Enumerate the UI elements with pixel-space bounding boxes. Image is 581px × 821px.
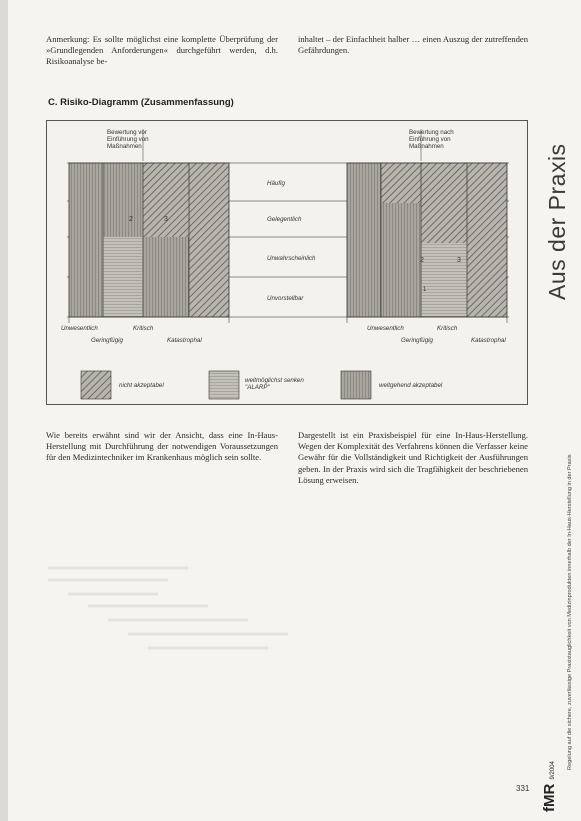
level-label-4: Unvorstellbar <box>267 295 304 302</box>
level-label-3: Unwahrscheinlich <box>267 255 316 262</box>
paragraph-top-right: inhaltet – der Einfachheit halber … einen Auszug der zutreffenden Gefährdungen. <box>298 34 528 56</box>
right-x-label-1: Unwesentlich <box>367 325 404 332</box>
left-x-label-4: Katastrophal <box>167 337 202 344</box>
page-number: 331 <box>516 784 530 793</box>
paragraph-top-left: Anmerkung: Es sollte möglichst eine komplette Überprüfung der »Grundlegenden Anforderungen« durchgeführt werden, d.h. Risikoanalyse be- <box>46 34 278 67</box>
right-x-label-4: Katastrophal <box>471 337 506 344</box>
paragraph-bottom-left: Wie bereits erwähnt sind wir der Ansicht, dass eine In-Haus-Herstellung mit Durchführung der notwendigen Voraussetzungen für den Medizintechniker im Krankenhaus möglich sein sollte. <box>46 430 278 463</box>
legend-swatch-not-acceptable <box>81 371 111 399</box>
sidebar-subtitle: Regelung auf die sichere, zuverlässige Praxistauglichkeit von Medizinprodukten innerhalb der In-Haus-Herstellung in der Praxis <box>567 454 573 770</box>
right-matrix <box>347 163 507 317</box>
section-title: C. Risiko-Diagramm (Zusammenfassung) <box>48 97 234 108</box>
left-cell-number-2: 2 <box>129 216 133 223</box>
right-cell-number-3: 3 <box>457 257 461 264</box>
left-x-label-2: Kritisch <box>133 325 154 332</box>
left-header: Bewertung vor Einführung von Maßnahmen <box>107 129 149 150</box>
legend-label-alarp: weitmöglichst senken "ALARP" <box>245 377 304 391</box>
legend-swatch-acceptable <box>341 371 371 399</box>
left-cell-number-3: 3 <box>164 216 168 223</box>
legend-swatch-alarp <box>209 371 239 399</box>
right-header: Bewertung nach Einführung von Maßnahmen <box>409 129 454 150</box>
right-x-label-3: Geringfügig <box>401 337 433 344</box>
right-cell-number-2: 2 <box>420 257 424 264</box>
left-x-label-3: Geringfügig <box>91 337 123 344</box>
section-banner: Aus der Praxis <box>544 143 570 300</box>
right-cell-marker: 1 <box>423 287 427 293</box>
right-x-label-2: Kritisch <box>437 325 458 332</box>
left-matrix <box>69 163 229 317</box>
risk-diagram-graphic <box>47 121 527 404</box>
journal-logo: fMR 9/2004 <box>541 761 558 812</box>
risk-diagram <box>46 120 528 405</box>
page <box>8 0 581 821</box>
left-x-label-1: Unwesentlich <box>61 325 98 332</box>
level-label-1: Häufig <box>267 180 285 187</box>
legend-label-acceptable: weitgehend akzeptabel <box>379 382 443 389</box>
show-through-text <box>48 560 328 680</box>
level-label-2: Gelegentlich <box>267 216 302 223</box>
legend-label-not-acceptable: nicht akzeptabel <box>119 382 164 389</box>
paragraph-bottom-right: Dargestellt ist ein Praxisbeispiel für eine In-Haus-Herstellung. Wegen der Komplexität des Verfahrens können die Verfasser keine Gewähr für die Vollständigkeit und Richtigkeit der Ausführungen geben. In der Praxis wird sich die Tragfähigkeit der beschriebenen Lösung erweisen. <box>298 430 528 485</box>
